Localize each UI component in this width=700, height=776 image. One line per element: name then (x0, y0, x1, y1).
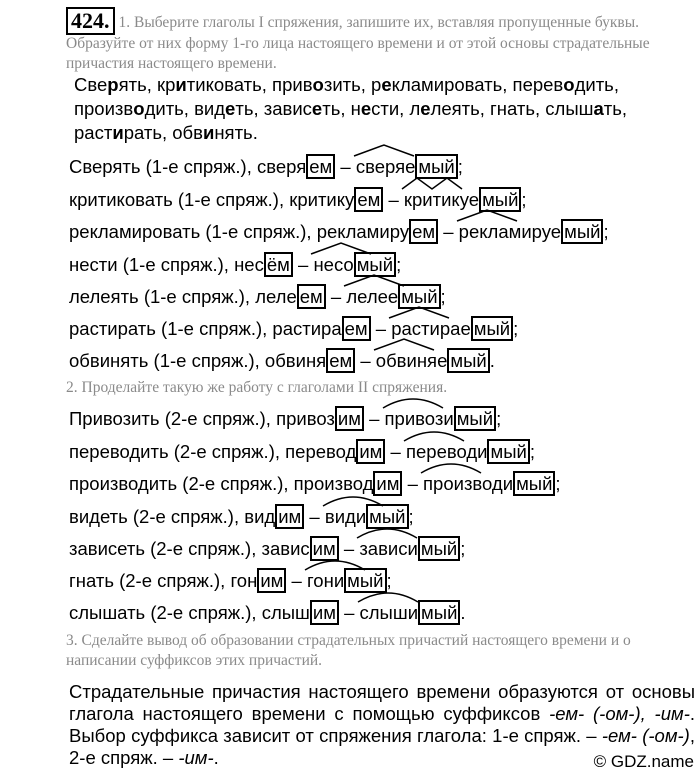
suffix-box: им (310, 536, 339, 561)
inserted-letter: а (593, 98, 604, 119)
participle-stem (307, 570, 344, 591)
root-arc-mark (357, 526, 417, 538)
dash: – (438, 221, 459, 242)
stem: рекламиру (316, 221, 410, 242)
participle-stem-text: критикуе (403, 189, 480, 210)
ending-box: мый (487, 439, 529, 464)
root-arc-mark (402, 177, 462, 189)
verbs-text: нять. (214, 122, 258, 143)
dash: – (325, 286, 347, 307)
suffix-italic: -им- (178, 747, 214, 768)
punct: ; (440, 286, 446, 307)
dash: – (338, 602, 360, 623)
participle-stem (459, 221, 561, 242)
dash: – (335, 156, 356, 177)
verb-label: растирать (1-е спряж.), (69, 318, 273, 339)
example-row (69, 317, 518, 341)
example-row (69, 349, 495, 373)
verb-label: производить (2-е спряж.), (69, 473, 294, 494)
verb-label: рекламировать (1-е спряж.), (69, 221, 317, 242)
stem: вид (244, 506, 276, 527)
verbs-text: зить, р (323, 74, 382, 95)
suffix-box: ем (326, 348, 355, 373)
stem: слыш (261, 602, 310, 623)
dash: – (402, 473, 424, 494)
ending-box: мый (398, 284, 440, 309)
participle-stem (346, 286, 398, 307)
example-row (69, 155, 463, 179)
conclusion-text: , 2-е спряж. – (69, 725, 695, 768)
suffix-box: им (373, 471, 402, 496)
verb-label: Привозить (2-е спряж.), (69, 408, 277, 429)
root-arc-mark (311, 242, 371, 254)
dash: – (304, 506, 325, 527)
punct: . (489, 350, 495, 371)
example-row (69, 220, 609, 244)
verbs-text: дить, произв (74, 74, 619, 119)
inserted-letter: е (360, 98, 372, 119)
suffix-box: ем (354, 187, 383, 212)
ending-box: мый (471, 316, 513, 341)
root-arc-mark (404, 429, 464, 441)
dash: – (370, 318, 392, 339)
verbs-text: сти, л (371, 98, 421, 119)
dash: – (385, 441, 406, 462)
verbs-text: ть, раст (74, 98, 628, 143)
verb-label: лелеять (1-е спряж.), (69, 286, 256, 307)
participle-stem-text: сверяе (355, 156, 416, 177)
punct: ; (408, 506, 414, 527)
dash: – (292, 254, 314, 275)
example-row (69, 537, 465, 561)
verbs-text: ять, кр (118, 74, 176, 95)
dash: – (338, 538, 360, 559)
suffix-box: им (275, 504, 304, 529)
stem: перевод (285, 441, 357, 462)
stem: нес (234, 254, 264, 275)
participle-stem-text: растирае (391, 318, 471, 339)
inserted-letter: и (175, 74, 187, 95)
participle-stem-text: лелее (346, 286, 399, 307)
verb-label: нести (1-е спряж.), (69, 254, 235, 275)
inserted-letter: и (112, 122, 124, 143)
suffix-box: ем (297, 284, 326, 309)
inserted-letter: е (311, 98, 323, 119)
verbs-text: рать, обв (123, 122, 203, 143)
task-2-instruction (66, 378, 696, 398)
ending-box: мый (513, 471, 555, 496)
participle-stem (360, 602, 419, 623)
punct: ; (513, 318, 519, 339)
participle-stem-text: гони (306, 570, 345, 591)
ending-box: мый (418, 600, 460, 625)
suffix-italic: -ем- (-ом-), -им- (549, 703, 690, 724)
participle-stem (406, 441, 488, 462)
task-2-text: 2. Проделайте такую же работу с глаголами II спряжения. (66, 379, 448, 396)
stem: завис (261, 538, 310, 559)
verb-label: Сверять (1-е спряж.), (69, 156, 257, 177)
dash: – (363, 408, 385, 429)
verb-label: зависеть (2-е спряж.), (69, 538, 262, 559)
task-3-instruction (66, 631, 696, 671)
participle-stem (376, 350, 448, 371)
ending-box: мый (454, 406, 496, 431)
participle-stem (313, 254, 353, 275)
verbs-text: ть, н (322, 98, 361, 119)
participle-stem (404, 189, 479, 210)
verbs-list (74, 73, 674, 145)
conclusion-text: . (213, 747, 219, 768)
inserted-letter: е (420, 98, 431, 119)
ending-box: мый (344, 568, 386, 593)
participle-stem-text: переводи (405, 441, 488, 462)
participle-stem (325, 506, 366, 527)
participle-stem (423, 473, 513, 494)
stem: гон (230, 570, 258, 591)
punct: . (460, 602, 466, 623)
ending-box: мый (479, 187, 521, 212)
verbs-text: тиковать, прив (186, 74, 313, 95)
verbs-text: кламировать, перев (391, 74, 564, 95)
participle-stem (359, 538, 418, 559)
ending-box: мый (561, 219, 603, 244)
verb-label: обвинять (1-е спряж.), (69, 350, 265, 371)
suffix-box: ем (409, 219, 438, 244)
root-arc-mark (344, 274, 404, 286)
punct: ; (460, 538, 466, 559)
site-watermark: © GDZ.name (593, 752, 694, 771)
inserted-letter: о (563, 74, 575, 95)
punct: ; (521, 189, 527, 210)
suffix-box: им (257, 568, 286, 593)
root-arc-mark (305, 558, 365, 570)
root-arc-mark (389, 306, 449, 318)
participle-stem-text: слыши (359, 602, 419, 623)
task-1-text: 1. Выберите глаголы I спряжения, запишите их, вставляя пропущенные буквы. Образуйте от них форму 1-го лица настоящего времени и от этой основы страдательные причастия настоящего времени. (66, 14, 650, 72)
punct: ; (603, 221, 609, 242)
participle-stem (385, 408, 454, 429)
stem: леле (255, 286, 297, 307)
example-row (69, 407, 501, 431)
suffix-box: им (310, 600, 339, 625)
verb-label: критиковать (1-е спряж.), (69, 189, 290, 210)
conclusion-text: . Выбор суффикса зависит от спряжения глагола: 1-е спряж. – (69, 703, 695, 746)
stem: привоз (276, 408, 335, 429)
task-number: 424. (66, 7, 115, 35)
suffix-box: ем (306, 154, 335, 179)
stem: производ (293, 473, 374, 494)
task-1-instruction (66, 6, 696, 74)
inserted-letter: о (312, 74, 324, 95)
ending-box: мый (415, 154, 457, 179)
punct: ; (386, 570, 392, 591)
ending-box: мый (354, 252, 396, 277)
suffix-box: им (356, 439, 385, 464)
punct: ; (529, 441, 535, 462)
ending-box: мый (418, 536, 460, 561)
conclusion-text: Страдательные причастия настоящего времени образуются от основы глагола настоящего времени с помощью суффиксов (69, 681, 695, 724)
root-arc-mark (374, 338, 434, 350)
root-arc-mark (421, 461, 481, 473)
task-3-text: 3. Сделайте вывод об образовании страдательных причастий настоящего времени и о написании суффиксов этих причастий. (66, 632, 631, 669)
root-arc-mark (354, 144, 414, 156)
participle-stem-text: види (324, 506, 367, 527)
participle-stem-text: обвиняе (375, 350, 448, 371)
suffix-box: ём (264, 252, 293, 277)
suffix-box: ем (342, 316, 371, 341)
participle-stem-text: зависи (359, 538, 418, 559)
participle-stem-text: производи (423, 473, 514, 494)
inserted-letter: и (202, 122, 215, 143)
verb-label: видеть (2-е спряж.), (69, 506, 245, 527)
stem: сверя (256, 156, 307, 177)
root-arc-mark (323, 494, 383, 506)
stem: обвиня (264, 350, 327, 371)
punct: ; (496, 408, 502, 429)
ending-box: мый (366, 504, 408, 529)
example-row (69, 601, 466, 625)
verb-label: гнать (2-е спряж.), (69, 570, 231, 591)
stem: критику (289, 189, 355, 210)
root-arc-mark (358, 590, 418, 602)
dash: – (355, 350, 376, 371)
ending-box: мый (447, 348, 489, 373)
root-arc-mark (457, 209, 517, 221)
inserted-letter: р (107, 74, 119, 95)
verbs-text: ть, завис (235, 98, 312, 119)
verb-label: слышать (2-е спряж.), (69, 602, 262, 623)
stem: растира (272, 318, 342, 339)
suffix-italic: -ем- (-ом-) (601, 725, 690, 746)
example-row (69, 472, 561, 496)
punct: ; (555, 473, 561, 494)
participle-stem (391, 318, 471, 339)
verbs-text: Све (74, 74, 108, 95)
verb-label: переводить (2-е спряж.), (69, 441, 286, 462)
root-arc-mark (383, 396, 443, 408)
inserted-letter: о (133, 98, 145, 119)
inserted-letter: е (225, 98, 236, 119)
punct: ; (457, 156, 463, 177)
participle-stem (356, 156, 416, 177)
verbs-text: леять, гнать, слыш (430, 98, 594, 119)
participle-stem-text: несо (313, 254, 354, 275)
punct: ; (396, 254, 402, 275)
dash: – (383, 189, 404, 210)
verbs-text: дить, вид (144, 98, 226, 119)
inserted-letter: е (381, 74, 392, 95)
dash: – (286, 570, 307, 591)
participle-stem-text: рекламируе (458, 221, 562, 242)
example-row (69, 569, 392, 593)
participle-stem-text: привози (384, 408, 454, 429)
suffix-box: им (335, 406, 364, 431)
